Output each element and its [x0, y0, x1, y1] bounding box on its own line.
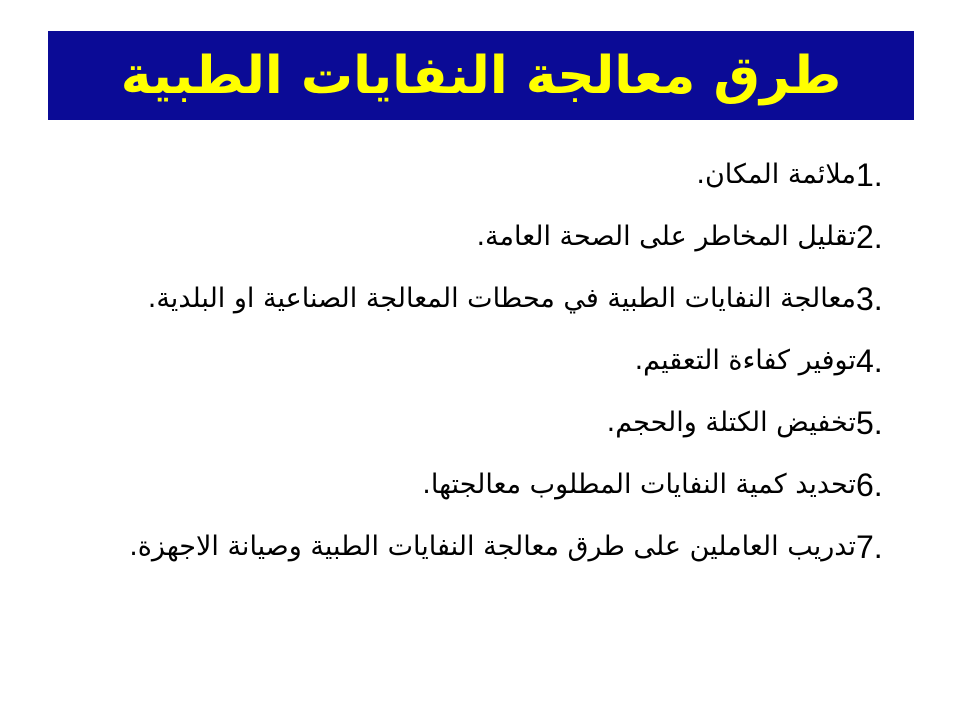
list-item: [78, 212, 918, 262]
item-text: ملائمة المكان.: [696, 159, 856, 190]
item-text: تحديد كمية النفايات المطلوب معالجتها.: [422, 469, 856, 500]
item-text: تقليل المخاطر على الصحة العامة.: [476, 221, 856, 252]
item-number: 7.: [856, 529, 883, 565]
item-text: معالجة النفايات الطبية في محطات المعالجة الصناعية او البلدية.: [147, 283, 856, 314]
item-number: 4.: [856, 343, 883, 379]
title-bar: [48, 31, 914, 120]
list-item: [78, 150, 918, 200]
item-number: 6.: [856, 467, 883, 503]
item-text: تخفيض الكتلة والحجم.: [606, 407, 856, 438]
list-item: [78, 460, 918, 510]
item-number: 2.: [856, 219, 883, 255]
slide-title: طرق معالجة النفايات الطبية: [120, 45, 842, 106]
item-text: تدريب العاملين على طرق معالجة النفايات الطبية وصيانة الاجهزة.: [129, 531, 856, 562]
list-item: [78, 522, 918, 572]
list-item: [78, 336, 918, 386]
item-text: توفير كفاءة التعقيم.: [634, 345, 856, 376]
numbered-list: [78, 150, 918, 584]
item-number: 5.: [856, 405, 883, 441]
item-number: 1.: [856, 157, 883, 193]
item-number: 3.: [856, 281, 883, 317]
list-item: [78, 398, 918, 448]
list-item: [78, 274, 918, 324]
